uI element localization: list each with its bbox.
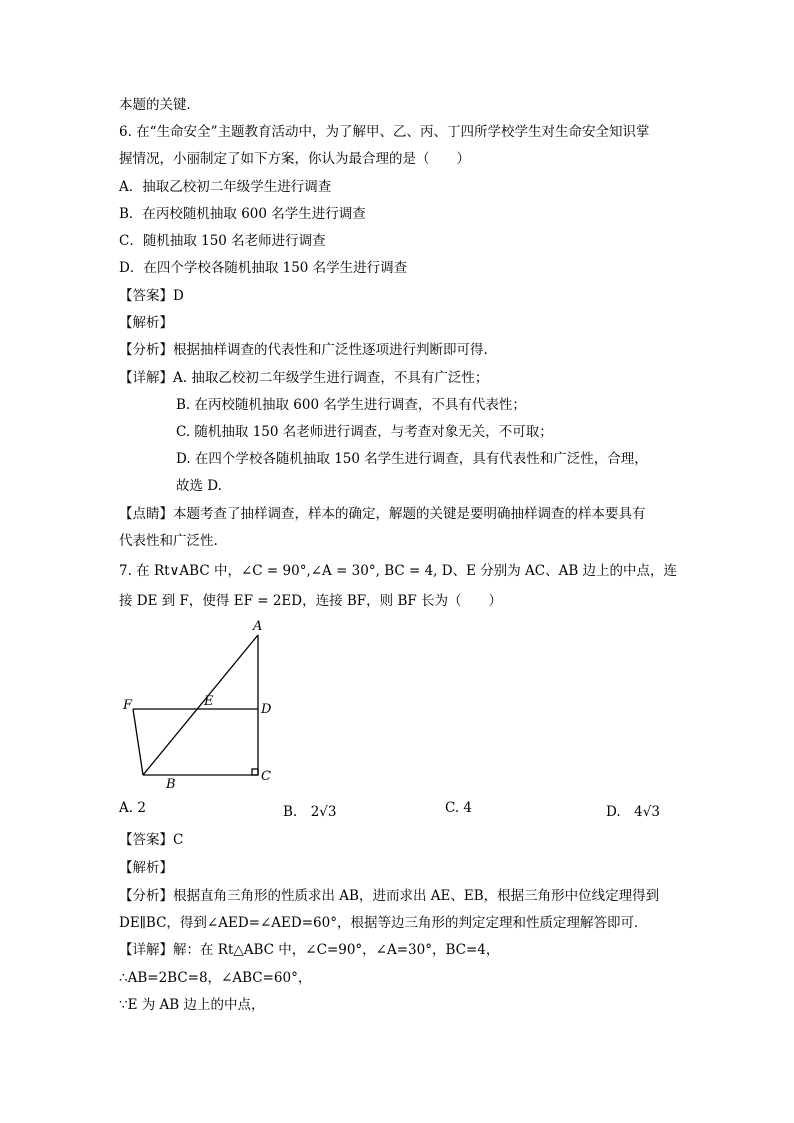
q7-option-c: C. 4 — [445, 800, 473, 816]
q7-jiexi-label: 【解析】 — [119, 860, 173, 876]
q7-analysis: 【分析】根据直角三角形的性质求出 AB，进而求出 AE、EB，根据三角形中位线定理得到 — [119, 888, 660, 904]
q6-detail-b: B. 在丙校随机抽取 600 名学生进行调查，不具有代表性； — [176, 397, 526, 413]
q6-option-a: A．抽取乙校初二年级学生进行调查 — [119, 179, 332, 195]
q7-option-d: D. 4√3 — [606, 804, 660, 820]
q6-option-b: B．在丙校随机抽取 600 名学生进行调查 — [119, 206, 366, 222]
q7-detail-1: 【详解】解：在 Rt△ABC 中，∠C=90°，∠A=30°，BC=4， — [119, 942, 500, 958]
question-7-stem: 7. 在 Rt∨ABC 中，∠C = 90°,∠A = 30°, BC = 4, D、E 分别为 AC、AB 边上的中点，连 — [119, 563, 678, 579]
triangle-figure — [115, 615, 285, 795]
q7-analysis-cont: DE∥BC，得到∠AED=∠AED=60°，根据等边三角形的判定定理和性质定理解答即可． — [119, 915, 648, 931]
label-e: E — [204, 694, 214, 709]
label-d: D — [261, 702, 272, 717]
question-6-stem-cont: 握情况，小丽制定了如下方案，你认为最合理的是（ ） — [119, 151, 470, 167]
label-f: F — [123, 698, 133, 713]
question-6-stem: 6. 在“生命安全”主题教育活动中，为了解甲、乙、丙、丁四所学校学生对生命安全知识掌 — [119, 124, 650, 140]
q7-answer: 【答案】C — [119, 832, 184, 848]
q6-answer: 【答案】D — [119, 288, 184, 304]
label-a: A — [253, 619, 263, 634]
q6-jiexi-label: 【解析】 — [119, 315, 173, 331]
q6-comment: 【点睛】本题考查了抽样调查，样本的确定，解题的关键是要明确抽样调查的样本要具有 — [119, 506, 646, 522]
q6-option-d: D．在四个学校各随机抽取 150 名学生进行调查 — [119, 260, 408, 276]
q6-analysis: 【分析】根据抽样调查的代表性和广泛性逐项进行判断即可得. — [119, 342, 488, 358]
right-angle-mark — [252, 769, 258, 775]
q6-detail-select: 故选 D. — [176, 478, 222, 494]
text-line: 本题的关键． — [119, 97, 200, 113]
segment-ab — [143, 635, 258, 775]
q6-detail-c: C. 随机抽取 150 名老师进行调查，与考查对象无关，不可取； — [176, 424, 553, 440]
segment-fb — [133, 709, 143, 775]
q6-comment-cont: 代表性和广泛性. — [119, 533, 218, 549]
q7-detail-2: ∴AB=2BC=8，∠ABC=60°， — [119, 970, 312, 986]
label-b: B — [166, 777, 176, 792]
q7-detail-3: ∵E 为 AB 边上的中点， — [119, 997, 265, 1013]
figure-lines — [133, 635, 258, 775]
q7-option-b: B. 2√3 — [283, 804, 337, 820]
q6-option-c: C．随机抽取 150 名老师进行调查 — [119, 233, 326, 249]
q7-options-row — [119, 800, 679, 822]
label-c: C — [261, 769, 271, 784]
q6-detail-a: 【详解】A. 抽取乙校初二年级学生进行调查，不具有广泛性； — [119, 370, 489, 386]
q6-detail-d: D. 在四个学校各随机抽取 150 名学生进行调查，具有代表性和广泛性，合理， — [176, 451, 648, 467]
q7-option-a: A. 2 — [119, 800, 146, 816]
question-7-stem-cont: 接 DE 到 F，使得 EF = 2ED，连接 BF，则 BF 长为（ ） — [119, 593, 503, 609]
